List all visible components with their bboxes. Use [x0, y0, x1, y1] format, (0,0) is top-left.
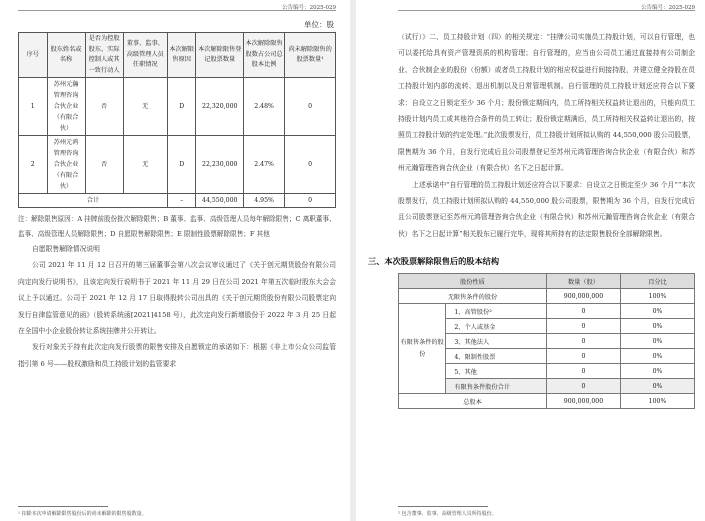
- table-row: [19, 78, 336, 136]
- row-label: 2、个人或基金: [446, 319, 547, 334]
- body-paragraph: 发行对象关于持有此次定向发行股票的限售安排及自愿锁定的承诺如下：根据《非上市公众公司监管指引第 6 号——股权激励和员工持股计划的监管要求: [18, 343, 336, 368]
- total-label: 合计: [19, 194, 168, 208]
- officer-role: 无: [123, 136, 167, 194]
- left-page: [0, 0, 350, 521]
- row-label: 4、限制性股票: [446, 349, 547, 364]
- section-title: 三、本次股票解除限售后的股本结构: [368, 256, 500, 267]
- officer-role: 无: [123, 78, 167, 136]
- footnote-divider: [18, 506, 108, 507]
- right-page: [356, 0, 705, 521]
- table-row: [19, 136, 336, 194]
- row-quantity: 0: [546, 349, 620, 364]
- row-quantity: 0: [546, 319, 620, 334]
- release-reason: D: [167, 136, 196, 194]
- total-row: [399, 394, 695, 409]
- unit-label: 单位：股: [304, 20, 334, 29]
- doc-number: 公告编号：2025-029: [398, 0, 695, 11]
- col-header: 序号: [19, 33, 48, 78]
- release-table: [18, 32, 336, 208]
- row-number: 2: [19, 136, 48, 194]
- row-quantity: 0: [546, 364, 620, 379]
- footnote-divider: [398, 506, 488, 507]
- col-header: 尚未解除限售的股票数量¹: [285, 33, 336, 78]
- row-number: 1: [19, 78, 48, 136]
- total-row: [19, 194, 336, 208]
- row-percentage: 0%: [620, 349, 694, 364]
- remaining-restricted: 0: [285, 78, 336, 136]
- shareholder-name: 苏州元鸿 管理咨询 合伙企业 （有限合 伙）: [47, 136, 85, 194]
- row-label: 无限售条件的股份: [399, 289, 547, 304]
- shareholder-name: 苏州元瀚 管理咨询 合伙企业 （有限合 伙）: [47, 78, 85, 136]
- total-shares: 44,550,000: [196, 194, 244, 208]
- body-paragraph: 公司 2021 年 11 月 12 日召开的第三届董事会第八次会议审议通过了《关于创元期货股份有限公司向定向发行说明书》，且该定向发行说明书于 2021 年 11 月 29 日在公司 2021 年第五次临时股东大会会议上予以通过。公司于 2021 年 12 月 17 日取得股转公司出具的《关于创元期货股份有限公司股票定向发行自律监管意见的函》（股转系统函[2021]4158 号），此次定向发行新增股份于 2022 年 3 月 25 日起在全国中小企业股份转让系统挂牌并公开转让。: [18, 261, 336, 336]
- share-structure-table: [398, 273, 695, 409]
- row-percentage: 0%: [620, 364, 694, 379]
- col-header: 本次解限售原因: [167, 33, 196, 78]
- total-remaining: 0: [285, 194, 336, 208]
- row-percentage: 0%: [620, 304, 694, 319]
- table-header-row: [19, 33, 336, 78]
- col-header: 本次解除限售股数占公司总股本比例: [244, 33, 285, 78]
- row-quantity: 900,000,000: [546, 289, 620, 304]
- release-ratio: 2.47%: [244, 136, 285, 194]
- col-header: 数量（股）: [546, 274, 620, 289]
- doc-number: 公告编号：2025-029: [18, 0, 336, 11]
- row-quantity: 0: [546, 334, 620, 349]
- controlling-flag: 否: [85, 136, 123, 194]
- row-quantity: 0: [546, 304, 620, 319]
- row-percentage: 100%: [620, 289, 694, 304]
- controlling-flag: 否: [85, 78, 123, 136]
- row-quantity: 0: [546, 379, 620, 394]
- release-ratio: 2.48%: [244, 78, 285, 136]
- section-subheading: 自愿限售解除情况说明: [32, 245, 100, 253]
- col-header: 本次解除限售登记股票数量: [196, 33, 244, 78]
- table-row: [399, 304, 695, 319]
- body-paragraph: （试行）》二、员工持股计划（四）的相关规定：“挂牌公司实施员工持股计划，可以自行管理，也可以委托给具有资产管理资质的机构管理；自行管理的，应当由公司员工通过直接持有公司制企业、合伙制企业的股份（份额）或者员工持股计划的相应权益进行间接持股，并建立健全持股在员工持股计划内部的流转、退出机制以及日常管理机制。自行管理的员工持股计划还应符合以下要求：自设立之日锁定至少 36 个月；股份锁定期间内，员工所持相关权益转让退出的，只能向员工持股计划内员工或其他符合条件的员工转让；股份锁定期满后，员工所持相关权益转让退出的，按照员工持股计划的约定处理。”此次股票发行，员工持股计划所拟认购的 44,550,000 股公司股票，限售期为 36 个月，自发行完成后且公司股票登记至苏州元鸿管理咨询合伙企业（有限合伙）和苏州元瀚管理咨询合伙企业（有限合伙）名下之日起计算。: [398, 33, 695, 173]
- released-shares: 22,230,000: [196, 136, 244, 194]
- row-percentage: 0%: [620, 319, 694, 334]
- row-percentage: 100%: [620, 394, 694, 409]
- footnote: ² 包含董事、监事、高级管理人员所持股份。: [398, 511, 497, 517]
- row-label: 有限售条件股份合计: [446, 379, 547, 394]
- row-label: 总股本: [399, 394, 547, 409]
- row-label: 5、其他: [446, 364, 547, 379]
- col-header: 是否为控股股东、实际控制人或其一致行动人: [85, 33, 123, 78]
- table-row: [399, 289, 695, 304]
- col-header: 股东姓名或名称: [47, 33, 85, 78]
- row-quantity: 900,000,000: [546, 394, 620, 409]
- restricted-group-label: 有限售条件的股份: [399, 304, 446, 394]
- col-header: 董事、监事、高级管理人员任职情况: [123, 33, 167, 78]
- row-percentage: 0%: [620, 379, 694, 394]
- row-percentage: 0%: [620, 334, 694, 349]
- body-paragraph: 上述承诺中“自行管理的员工持股计划还应符合以下要求：自设立之日锁定至少 36 个月”“本次股票发行，员工持股计划所拟认购的 44,550,000 股公司股票，限售期为 36 个月，自发行完成后且公司股票登记至苏州元鸿管理咨询合伙企业（有限合伙）和苏州元瀚管理咨询合伙企业（有限合伙）名下之日起计算”相关股东已履行完毕，现将其所持有的法定限售股份全部解除限售。: [398, 180, 695, 238]
- total-ratio: 4.95%: [244, 194, 285, 208]
- remaining-restricted: 0: [285, 136, 336, 194]
- released-shares: 22,320,000: [196, 78, 244, 136]
- col-header: 股份性质: [399, 274, 547, 289]
- row-label: 3、其他法人: [446, 334, 547, 349]
- row-label: 1、高管股份²: [446, 304, 547, 319]
- release-reason-note: 注：解除限售原因：A 挂牌前股份批次解除限售；B 董事、监事、高级管理人员每年解除限售；C 离职董事、监事、高级管理人员解除限售；D 自愿限售解除限售；E 限制性股票解除限售；F 其他: [18, 215, 336, 238]
- total-reason: –: [167, 194, 196, 208]
- footnote: ¹ 扣除本次申请解除限售股份后的尚未解除的限售股数量。: [18, 511, 147, 517]
- release-reason: D: [167, 78, 196, 136]
- col-header: 百分比: [620, 274, 694, 289]
- table-header-row: [399, 274, 695, 289]
